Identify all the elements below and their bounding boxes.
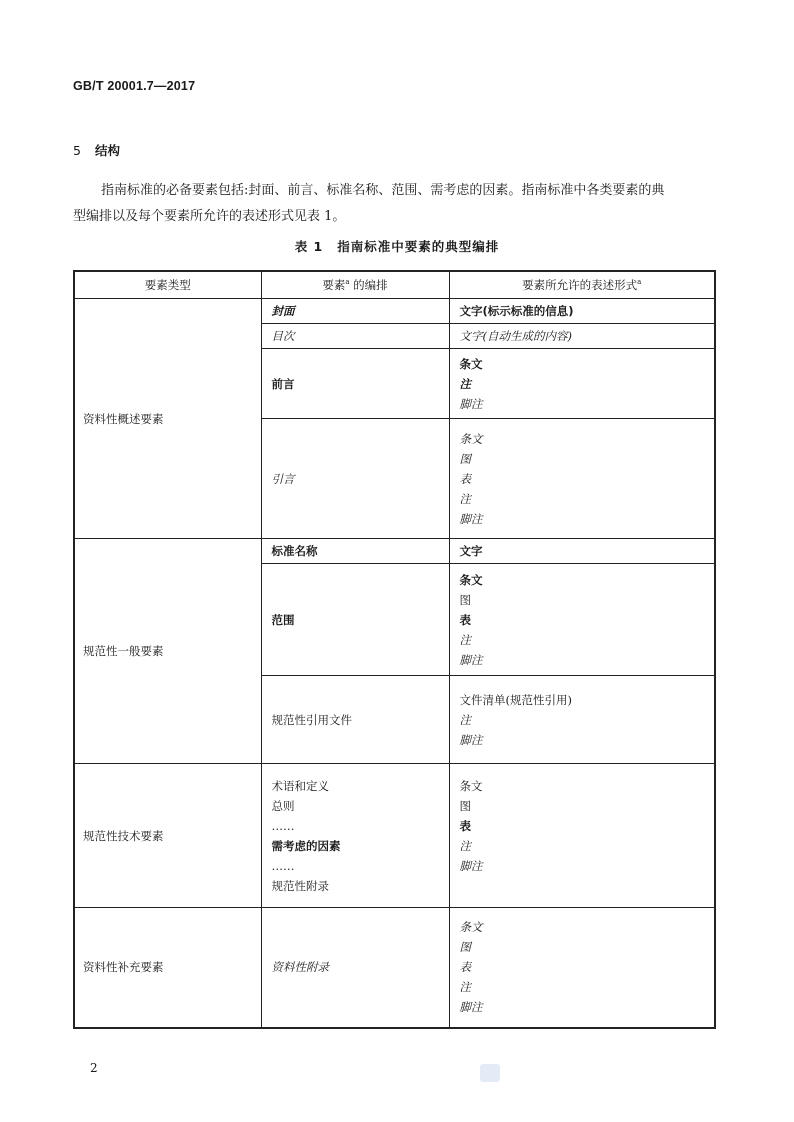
forms-cell: 条文 图 表 注 脚注 <box>449 564 715 676</box>
table-number: 表 1 <box>294 239 324 254</box>
paragraph-line-2: 型编排以及每个要素所允许的表述形式见表 1。 <box>73 209 346 224</box>
forms-cell: 条文 图 表 注 脚注 <box>449 908 715 1028</box>
watermark-icon <box>480 1064 500 1082</box>
element-cell: 规范性引用文件 <box>261 676 449 764</box>
document-code: GB/T 20001.7—2017 <box>73 79 196 93</box>
body-paragraph <box>73 178 721 230</box>
forms-cell: 条文 图 表 注 脚注 <box>449 764 715 908</box>
element-cell: 封面 <box>261 299 449 324</box>
type-cell: 资料性补充要素 <box>74 908 261 1028</box>
element-cell: 目次 <box>261 324 449 349</box>
table-header-row <box>74 271 715 299</box>
forms-cell: 文件清单(规范性引用) 注 脚注 <box>449 676 715 764</box>
table-caption: 指南标准中要素的典型编排 <box>337 239 500 254</box>
table-row <box>74 764 715 908</box>
element-cell: 资料性附录 <box>261 908 449 1028</box>
table-row <box>74 299 715 324</box>
forms-cell: 文字(标示标准的信息) <box>449 299 715 324</box>
forms-cell: 条文 图 表 注 脚注 <box>449 419 715 539</box>
forms-cell: 文字 <box>449 539 715 564</box>
element-cell: 引言 <box>261 419 449 539</box>
type-cell: 资料性概述要素 <box>74 299 261 539</box>
forms-cell: 条文 注 脚注 <box>449 349 715 419</box>
table-title <box>0 237 794 255</box>
element-cell: 前言 <box>261 349 449 419</box>
element-arrangement-table <box>73 270 716 1029</box>
table-row <box>74 539 715 564</box>
element-cell: 术语和定义 总则 …… 需考虑的因素 …… 规范性附录 <box>261 764 449 908</box>
element-cell: 范围 <box>261 564 449 676</box>
header-element-type: 要素类型 <box>74 271 261 299</box>
element-cell: 标准名称 <box>261 539 449 564</box>
section-heading <box>73 141 120 159</box>
section-number: 5 <box>73 143 81 158</box>
type-cell: 规范性技术要素 <box>74 764 261 908</box>
header-allowed-forms: 要素所允许的表述形式$^a$ <box>449 271 715 299</box>
forms-cell: 文字(自动生成的内容) <box>449 324 715 349</box>
page-number: 2 <box>90 1061 98 1075</box>
table-row <box>74 908 715 1028</box>
type-cell: 规范性一般要素 <box>74 539 261 764</box>
section-title: 结构 <box>94 143 120 158</box>
paragraph-line-1: 指南标准的必备要素包括:封面、前言、标准名称、范围、需考虑的因素。指南标准中各类要素的典 <box>101 183 665 198</box>
header-element-arrangement: 要素$^a$ 的编排 <box>261 271 449 299</box>
